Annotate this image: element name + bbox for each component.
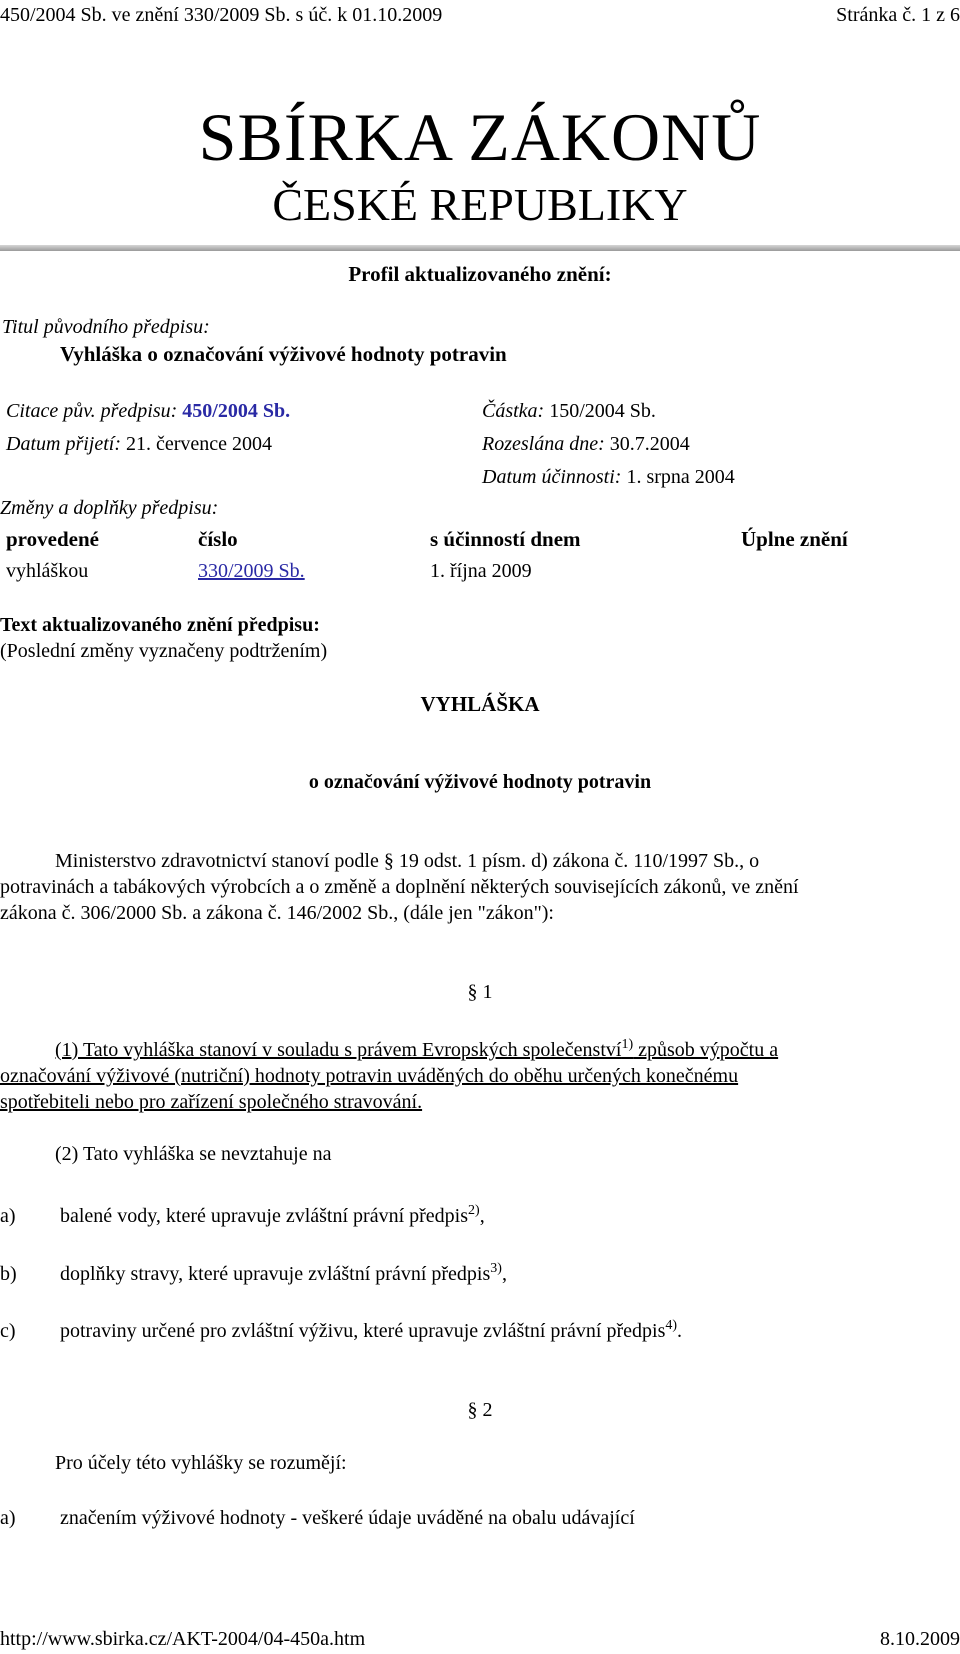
section-2-heading: § 2 bbox=[467, 1399, 493, 1421]
table-header-uplne-zneni: Úplne znění bbox=[741, 527, 848, 551]
list-item-c bbox=[60, 1320, 682, 1343]
paragraph-2: (2) Tato vyhláška se nevztahuje na bbox=[55, 1143, 332, 1165]
ucinnost-label: Datum účinnosti: bbox=[482, 466, 622, 488]
text-note: (Poslední změny vyznačeny podtržením) bbox=[0, 640, 328, 662]
list-item-a-tail: , bbox=[479, 1205, 485, 1227]
preamble-line-3: zákona č. 306/2000 Sb. a zákona č. 146/2002 Sb., (dále jen "zákon"): bbox=[0, 902, 554, 924]
page-footer-url: http://www.sbirka.cz/AKT-2004/04-450a.htm bbox=[0, 1628, 366, 1650]
orig-title-label: Titul původního předpisu: bbox=[2, 316, 210, 338]
citace-label: Citace pův. předpisu: bbox=[6, 400, 178, 422]
masthead-subtitle: ČESKÉ REPUBLIKY bbox=[272, 179, 688, 230]
datum-prijeti-row bbox=[6, 433, 272, 456]
profile-heading: Profil aktualizovaného znění: bbox=[348, 262, 612, 286]
table-cell-cislo-link[interactable]: 330/2009 Sb. bbox=[198, 560, 305, 582]
ucinnost-value: 1. srpna 2004 bbox=[626, 466, 735, 488]
citace-row bbox=[6, 400, 290, 423]
castka-label: Částka: bbox=[482, 400, 545, 422]
list-item-a-text: balené vody, které upravuje zvláštní právní předpis bbox=[60, 1205, 469, 1227]
s2-item-a-text: značením výživové hodnoty - veškeré údaje uváděné na obalu udávající bbox=[60, 1507, 635, 1529]
p1-line-2: označování výživové (nutriční) hodnoty potravin uváděných do oběhu určených konečnému bbox=[0, 1065, 739, 1087]
section-1-heading: § 1 bbox=[467, 981, 493, 1003]
p1-line-3: spotřebiteli nebo pro zařízení společného stravování. bbox=[0, 1091, 423, 1113]
preamble-line-2: potravinách a tabákových výrobcích a o změně a doplnění některých souvisejících zákonů, ve znění bbox=[0, 876, 799, 898]
s2-item-a-letter: a) bbox=[0, 1507, 16, 1529]
footnote-ref-3: 3) bbox=[490, 1261, 502, 1276]
list-item-b-text: doplňky stravy, které upravuje zvláštní právní předpis bbox=[60, 1263, 491, 1285]
datum-prijeti-label: Datum přijetí: bbox=[6, 433, 121, 455]
footnote-ref-1: 1) bbox=[621, 1037, 634, 1052]
table-cell-ucinnost: 1. října 2009 bbox=[430, 560, 532, 582]
orig-title-value: Vyhláška o označování výživové hodnoty potravin bbox=[60, 342, 507, 366]
castka-value: 150/2004 Sb. bbox=[549, 400, 656, 422]
castka-row bbox=[482, 400, 656, 423]
list-item-b-tail: , bbox=[501, 1263, 507, 1285]
table-header-ucinnost: s účinností dnem bbox=[430, 527, 581, 551]
p1-line-1a: (1) Tato vyhláška stanoví v souladu s právem Evropských společenství bbox=[55, 1039, 622, 1061]
table-cell-provedene: vyhláškou bbox=[6, 560, 89, 582]
list-item-c-letter: c) bbox=[0, 1320, 16, 1342]
list-item-c-text: potraviny určené pro zvláštní výživu, které upravuje zvláštní právní předpis bbox=[60, 1320, 666, 1342]
rozeslana-label: Rozeslána dne: bbox=[482, 433, 605, 455]
list-item-c-tail: . bbox=[677, 1320, 683, 1342]
masthead-divider bbox=[0, 245, 960, 251]
page-footer-date: 8.10.2009 bbox=[880, 1628, 960, 1650]
masthead-title: SBÍRKA ZÁKONŮ bbox=[198, 99, 762, 175]
citace-link[interactable]: 450/2004 Sb. bbox=[182, 400, 291, 422]
footnote-ref-2: 2) bbox=[468, 1203, 480, 1218]
p1-line-1 bbox=[0, 1037, 960, 1063]
table-header-provedene: provedené bbox=[6, 527, 99, 551]
list-item-b-letter: b) bbox=[0, 1263, 17, 1285]
rozeslana-row bbox=[482, 433, 690, 456]
p1-line-1b: způsob výpočtu a bbox=[633, 1039, 779, 1061]
text-heading: Text aktualizovaného znění předpisu: bbox=[0, 614, 320, 636]
zmeny-label: Změny a doplňky předpisu: bbox=[0, 497, 219, 519]
rozeslana-value: 30.7.2004 bbox=[609, 433, 690, 455]
list-item-b bbox=[60, 1263, 507, 1286]
paragraph-1 bbox=[0, 1037, 960, 1115]
ucinnost-row bbox=[482, 466, 735, 489]
table-header-cislo: číslo bbox=[198, 527, 238, 551]
list-item-a-letter: a) bbox=[0, 1205, 16, 1227]
page-header-page-number: Stránka č. 1 z 6 bbox=[836, 4, 960, 26]
datum-prijeti-value: 21. července 2004 bbox=[126, 433, 273, 455]
doc-title: o označování výživové hodnoty potravin bbox=[308, 771, 652, 793]
preamble-line-1: Ministerstvo zdravotnictví stanoví podle § 19 odst. 1 písm. d) zákona č. 110/1997 Sb., o bbox=[55, 850, 760, 872]
page-header-doc-ref: 450/2004 Sb. ve znění 330/2009 Sb. s úč. k 01.10.2009 bbox=[0, 4, 443, 26]
doc-type: VYHLÁŠKA bbox=[420, 692, 540, 716]
list-item-a bbox=[60, 1205, 485, 1228]
section-2-intro: Pro účely této vyhlášky se rozumějí: bbox=[55, 1452, 347, 1474]
footnote-ref-4: 4) bbox=[665, 1318, 678, 1333]
preamble bbox=[0, 848, 960, 926]
